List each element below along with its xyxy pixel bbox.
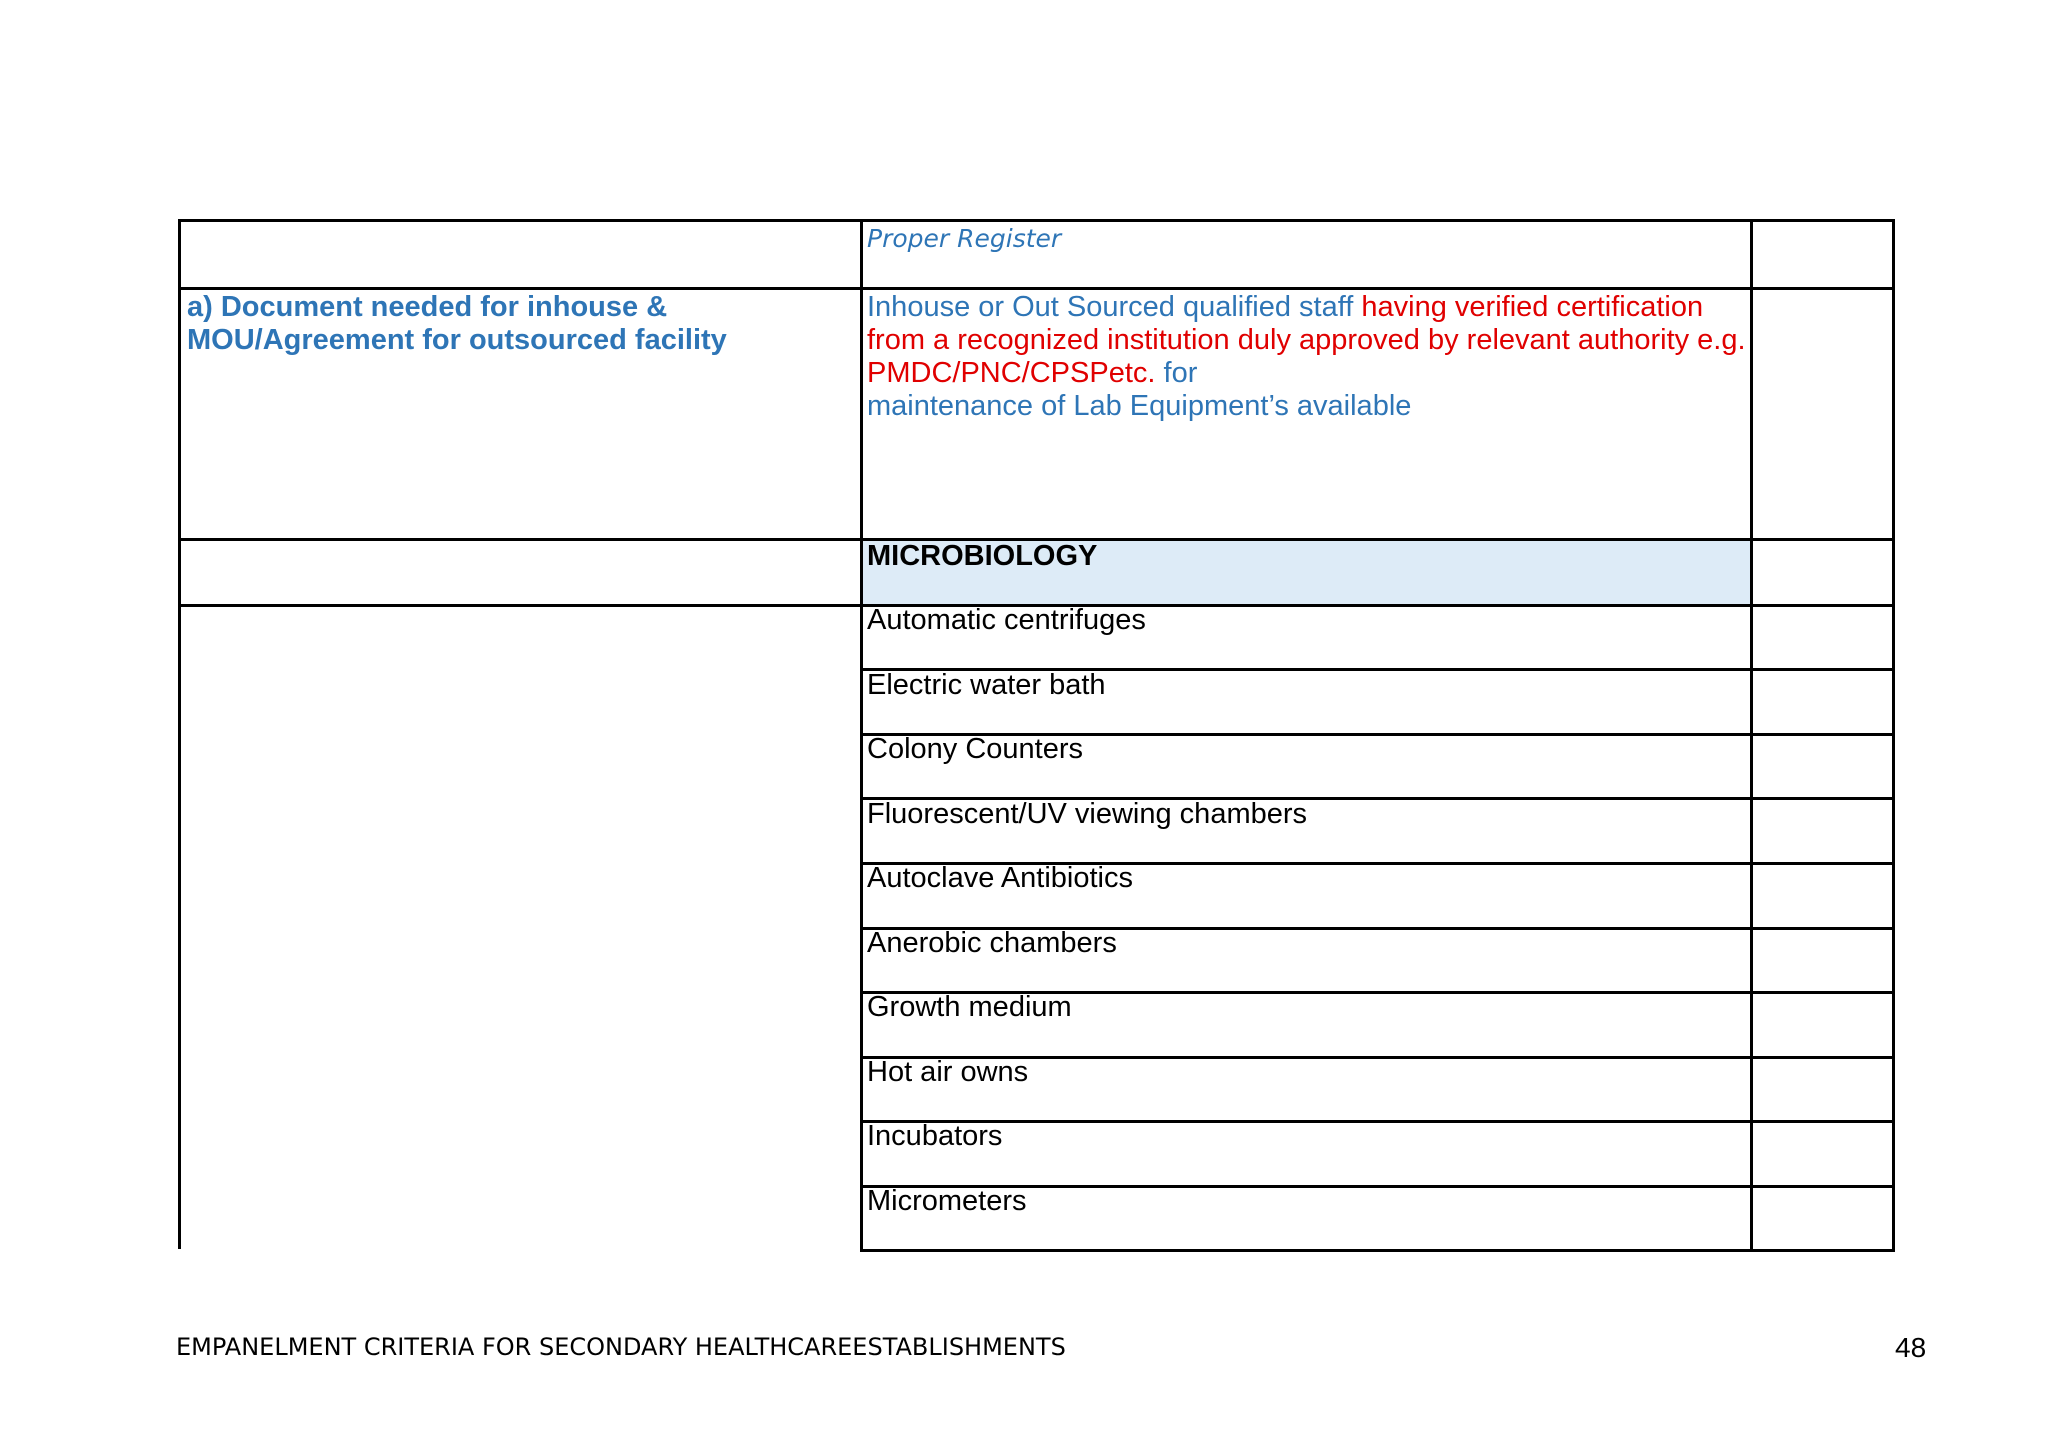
table-border-left <box>178 219 181 1249</box>
staff-requirement-red-text: having verified certification <box>1361 291 1704 323</box>
document-needed-label-line2: MOU/Agreement for outsourced facility <box>187 324 727 356</box>
proper-register-text: Proper Register <box>867 224 1062 253</box>
column-divider <box>1750 219 1753 1252</box>
footer-title: EMPANELMENT CRITERIA FOR SECONDARY HEALTHCAREESTABLISHMENTS <box>176 1333 1066 1361</box>
row-divider <box>178 287 1895 290</box>
equipment-item: Growth medium <box>867 991 1072 1023</box>
certification-bodies-text: PMDC/PNC/CPSPetc. <box>867 357 1156 389</box>
staff-requirement-line4: maintenance of Lab Equipment’s available <box>867 390 1412 422</box>
for-text: for <box>1163 357 1198 389</box>
equipment-item: Incubators <box>867 1120 1003 1152</box>
staff-requirement-line2: from a recognized institution duly approved by relevant authority e.g. <box>867 324 1746 356</box>
staff-requirement-line3 <box>867 357 1197 390</box>
staff-requirement-blue-text: Inhouse or Out Sourced qualified staff <box>867 291 1354 323</box>
page-number: 48 <box>1895 1332 1927 1363</box>
staff-requirement-line1 <box>867 291 1703 324</box>
equipment-item: Autoclave Antibiotics <box>867 862 1133 894</box>
table-border-right <box>1892 219 1895 1252</box>
column-divider <box>860 219 863 1252</box>
equipment-item: Electric water bath <box>867 669 1106 701</box>
section-heading-microbiology: MICROBIOLOGY <box>867 540 1098 572</box>
equipment-item: Anerobic chambers <box>867 927 1117 959</box>
equipment-item: Micrometers <box>867 1185 1027 1217</box>
row-divider <box>860 1120 1895 1123</box>
equipment-item: Hot air owns <box>867 1056 1029 1088</box>
table-border-bottom <box>860 1249 1895 1252</box>
document-needed-label-line1: a) Document needed for inhouse & <box>187 291 668 323</box>
equipment-item: Fluorescent/UV viewing chambers <box>867 798 1308 830</box>
equipment-item: Automatic centrifuges <box>867 604 1146 636</box>
equipment-item: Colony Counters <box>867 733 1083 765</box>
